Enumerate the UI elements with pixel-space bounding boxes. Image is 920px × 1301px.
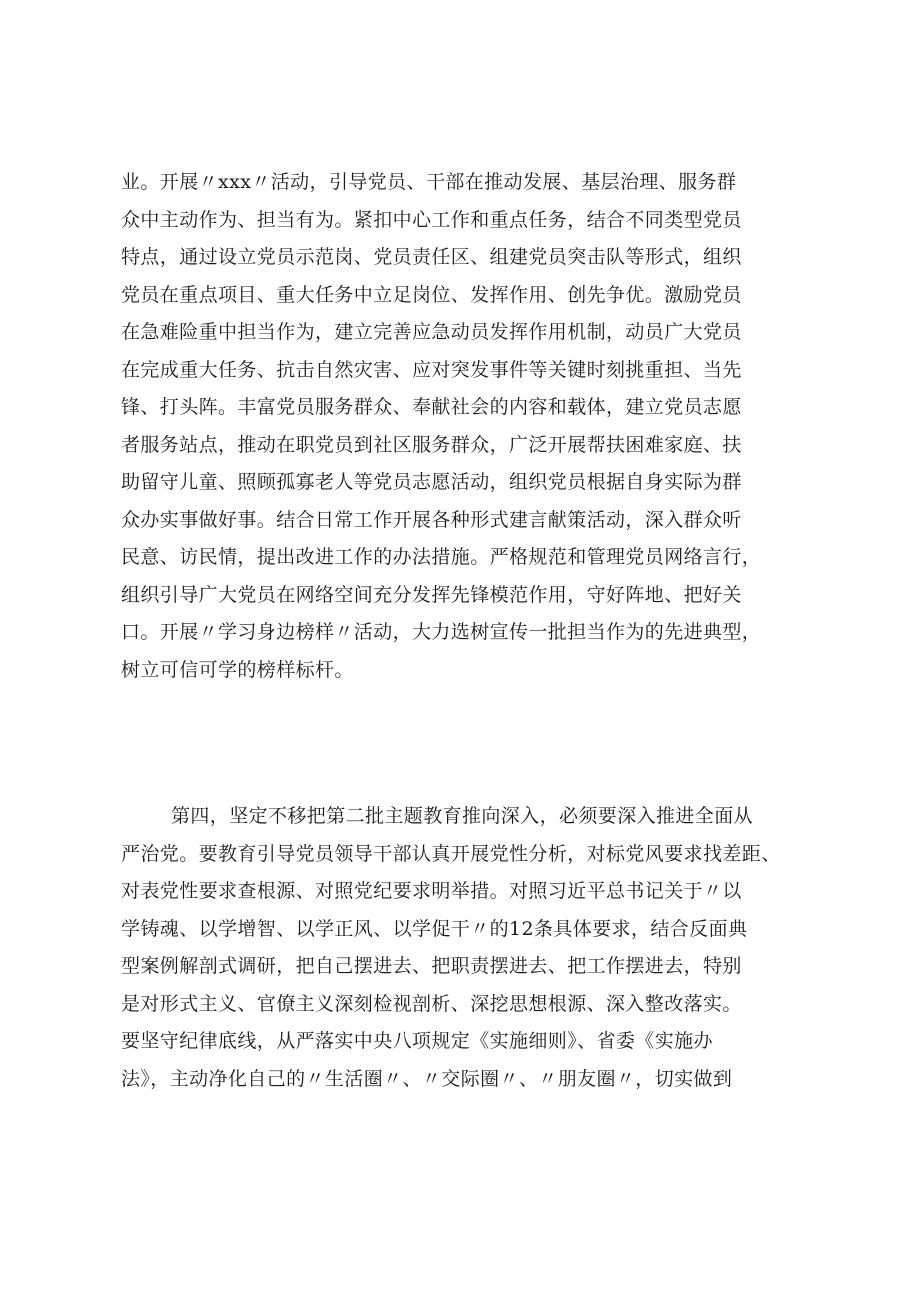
paragraph-line: 组织引导广大党员在网络空间充分发挥先锋模范作用，守好阵地、把好关 <box>121 583 742 606</box>
paragraph-line: 在急难险重中担当作为，建立完善应急动员发挥作用机制，动员广大党员 <box>121 321 742 343</box>
paragraph-line: 众中主动作为、担当有为。紧扣中心工作和重点任务，结合不同类型党员 <box>121 208 742 231</box>
paragraph-line: 第四，坚定不移把第二批主题教育推向深入，必须要深入推进全面从 <box>171 805 754 827</box>
paragraph-line: 严治党。要教育引导党员领导干部认真开展党性分析，对标党风要求找差距、 <box>121 842 781 865</box>
paragraph-line: 助留守儿童、照顾孤寡老人等党员志愿活动，组织党员根据自身实际为群 <box>121 471 742 493</box>
paragraph-line: 特点，通过设立党员示范岗、党员责任区、组建党员突击队等形式，组织 <box>121 246 742 268</box>
paragraph-line: 型案例解剖式调研，把自己摆进去、把职责摆进去、把工作摆进去，特别 <box>121 955 742 977</box>
paragraph-line: 是对形式主义、官僚主义深刻检视剖析、深挖思想根源、深入整改落实。 <box>121 992 742 1015</box>
paragraph-2 <box>121 798 811 1098</box>
paragraph-line: 法》，主动净化自己的〃生活圈〃、〃交际圈〃、〃朋友圈〃，切实做到 <box>121 1067 733 1090</box>
paragraph-line: 锋、打头阵。丰富党员服务群众、奉献社会的内容和载体，建立党员志愿 <box>121 396 742 418</box>
paragraph-line: 树立可信可学的榜样标杆。 <box>121 658 354 681</box>
paragraph-line: 要坚守纪律底线，从严落实中央八项规定《实施细则》、省委《实施办 <box>121 1030 713 1052</box>
paragraph-line: 对表党性要求查根源、对照党纪要求明举措。对照习近平总书记关于〃以 <box>121 880 742 902</box>
paragraph-line: 口。开展〃学习身边榜样〃活动，大力选树宣传一批担当作为的先进典型， <box>121 621 762 643</box>
paragraph-line: 者服务站点，推动在职党员到社区服务群众，广泛开展帮扶困难家庭、扶 <box>121 433 742 456</box>
paragraph-line: 在完成重大任务、抗击自然灾害、应对突发事件等关键时刻挑重担、当先 <box>121 358 742 381</box>
paragraph-line: 业。开展〃xxx〃活动，引导党员、干部在推动发展、基层治理、服务群 <box>121 171 737 193</box>
paragraph-line: 学铸魂、以学增智、以学正风、以学促干〃的12条具体要求，结合反面典 <box>121 917 748 940</box>
paragraph-line: 党员在重点项目、重大任务中立足岗位、发挥作用、创先争优。激励党员 <box>121 283 742 306</box>
paragraph-line: 众办实事做好事。结合日常工作开展各种形式建言献策活动，深入群众听 <box>121 508 742 531</box>
paragraph-1 <box>121 164 811 689</box>
paragraph-line: 民意、访民情，提出改进工作的办法措施。严格规范和管理党员网络言行， <box>121 546 762 568</box>
